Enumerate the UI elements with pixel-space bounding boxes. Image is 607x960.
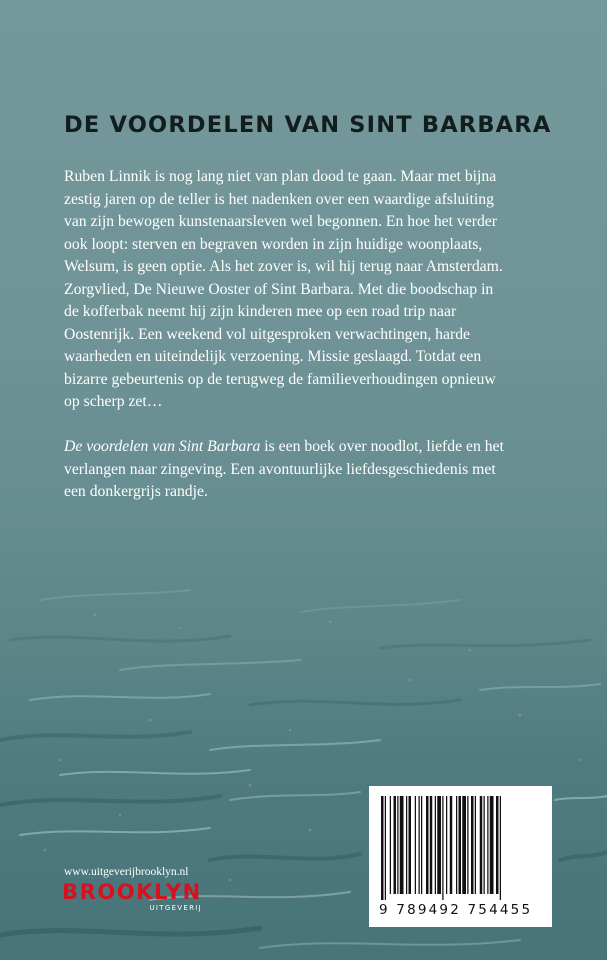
speck	[119, 814, 121, 816]
wave-stroke	[250, 700, 460, 705]
speck	[519, 714, 522, 717]
barcode-bar	[471, 796, 474, 894]
blurb-paragraph-1	[64, 166, 554, 414]
barcode-bar	[394, 796, 397, 894]
barcode-bar	[381, 796, 384, 900]
speck	[44, 849, 47, 852]
wave-stroke	[480, 684, 600, 690]
blurb-line: Zorgvlied, De Nieuwe Ooster of Sint Barbara. Met die boodschap in	[64, 280, 494, 298]
blurb-line: een donkergrijs randje.	[64, 483, 208, 500]
speck	[579, 759, 581, 761]
barcode-bar	[459, 796, 462, 894]
blurb-line: op scherp zet…	[64, 393, 163, 410]
barcode-bar	[467, 796, 468, 894]
blurb-line: ook loopt: sterven en begraven worden in zijn huidige woonplaats,	[64, 235, 483, 253]
barcode-bar	[496, 796, 499, 894]
blurb	[64, 166, 554, 526]
wave-stroke	[0, 732, 190, 740]
publisher-logo	[62, 881, 212, 925]
barcode-bar	[442, 796, 443, 900]
wave-stroke	[0, 928, 260, 935]
wave-stroke	[40, 590, 190, 600]
speck	[179, 627, 181, 629]
barcode-bar	[409, 796, 412, 894]
isbn-number: 9 789492 754455	[379, 902, 533, 918]
barcode-bar	[430, 796, 433, 894]
speck	[469, 649, 472, 652]
speck	[329, 621, 332, 624]
speck	[289, 729, 291, 731]
barcode-bar	[385, 796, 386, 900]
wave-stroke	[230, 792, 360, 800]
barcode-bar	[421, 796, 422, 894]
blurb-line: Oostenrijk. Een weekend vol uitgesproken verwachtingen, harde	[64, 325, 470, 343]
speck	[229, 879, 232, 882]
speck	[148, 718, 151, 721]
blurb-line: bizarre gebeurtenis op de terugweg de familieverhoudingen opnieuw	[64, 370, 496, 388]
publisher-website: www.uitgeverijbrooklyn.nl	[64, 866, 189, 878]
wave-stroke	[120, 660, 300, 670]
barcode-bar	[419, 796, 420, 894]
speck	[249, 784, 252, 787]
barcode-bar	[480, 796, 483, 894]
barcode-bar	[450, 796, 453, 894]
wave-stroke	[380, 640, 590, 648]
blurb-line-rest: is een boek over noodlot, liefde en het	[260, 438, 504, 455]
barcode-bar	[390, 796, 391, 894]
blurb-line: de kofferbak neemt hij zijn kinderen mee op een road trip naar	[64, 303, 457, 320]
wave-stroke	[210, 854, 360, 860]
barcode-bar	[484, 796, 485, 894]
speck	[409, 679, 412, 682]
barcode-bar	[437, 796, 441, 894]
speck	[309, 829, 312, 832]
barcode-bar	[426, 796, 429, 894]
wave-stroke	[60, 770, 250, 775]
barcode-bar	[397, 796, 398, 894]
barcode-bar	[475, 796, 476, 894]
barcode-bar	[487, 796, 488, 894]
blurb-paragraph-2	[64, 436, 554, 504]
publisher-logo-subtext: UITGEVERIJ	[149, 904, 202, 912]
book-title-italic: De voordelen van Sint Barbara	[64, 438, 261, 455]
book-title: DE VOORDELEN VAN SINT BARBARA	[64, 112, 552, 138]
barcode-bar	[435, 796, 436, 894]
wave-stroke	[300, 600, 460, 612]
barcode-bar	[456, 796, 457, 894]
wave-stroke	[560, 852, 607, 860]
barcode-bar	[490, 796, 494, 894]
barcode-bar	[500, 796, 501, 900]
barcode-bar	[415, 796, 416, 894]
wave-stroke	[30, 694, 210, 700]
barcode-bar	[400, 796, 404, 894]
speck	[59, 759, 62, 762]
blurb-line: waarheden en uiteindelijk verzoening. Missie geslaagd. Totdat een	[64, 348, 482, 365]
barcode	[369, 786, 552, 927]
wave-stroke	[10, 636, 230, 641]
barcode-bar	[462, 796, 466, 894]
blurb-line: zestig jaren op de teller is het nadenken over een waardige afsluiting	[64, 190, 494, 208]
wave-stroke	[260, 940, 520, 948]
speck	[94, 614, 97, 617]
wave-stroke	[20, 828, 210, 835]
barcode-bar	[406, 796, 407, 894]
barcode-bar	[446, 796, 447, 894]
publisher-logo-text: BROOKLYN	[62, 880, 202, 904]
blurb-line: verlangen naar zingeving. Een avontuurlijke liefdesgeschiedenis met	[64, 460, 496, 478]
blurb-line: van zijn bewogen kunstenaarsleven wel begonnen. En hoe het verder	[64, 213, 497, 230]
wave-stroke	[210, 740, 380, 750]
barcode-bars	[379, 796, 543, 900]
wave-stroke	[555, 796, 607, 800]
blurb-line: Ruben Linnik is nog lang niet van plan dood te gaan. Maar met bijna	[64, 168, 497, 185]
wave-stroke	[0, 796, 220, 805]
blurb-line	[64, 436, 554, 459]
blurb-line: Welsum, is geen optie. Als het zover is, wil hij terug naar Amsterdam.	[64, 258, 503, 275]
